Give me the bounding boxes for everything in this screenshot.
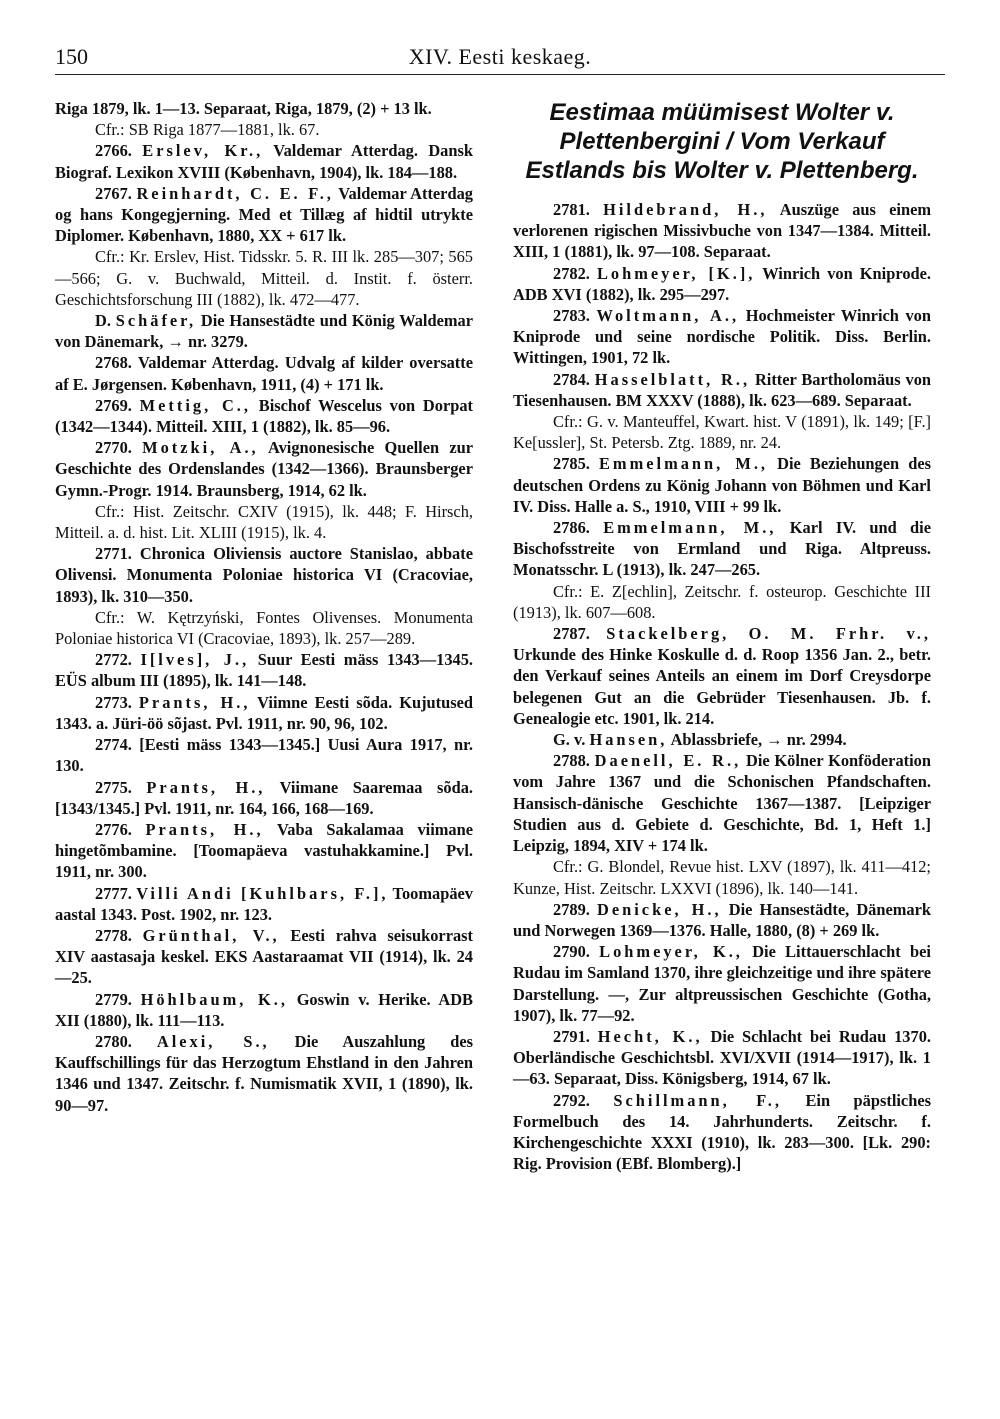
entry-author: Prants, H., [145, 819, 264, 839]
entry-author: Prants, H., [146, 777, 266, 797]
entry-text: Ein päpstliches Formelbuch des 14. Jahrhunderts. Zeitschr. f. Kirchengeschichte XXXI (1910), lk. 283—300. [Lk. 290: Rig. Provision (EBf. Blomberg).] [513, 1090, 931, 1174]
bibliography-entry [55, 183, 473, 247]
entry-number: 2792. [553, 1090, 590, 1110]
section-title: Eestimaa müümisest Wolter v. Plettenbergini / Vom Verkauf Estlands bis Wolter v. Plettenberg. [525, 99, 919, 184]
entry-text: Karl IV. und die Bischofsstreite von Ermland und Riga. Altpreuss. Monatsschr. L (1913), lk. 247—265. [513, 518, 931, 580]
entry-text: Winrich von Kniprode. ADB XVI (1882), lk. 295—297. [513, 263, 932, 304]
cfr-note [513, 856, 931, 898]
entry-author: Lohmeyer, [K.], [596, 263, 756, 283]
bibliography-entry [513, 623, 931, 729]
entry-number: 2782. [553, 263, 590, 283]
entry-number: 2767. [95, 183, 132, 203]
entry-number: 2786. [553, 518, 590, 538]
entry-text: Valdemar Atterdag. Udvalg af kilder oversatte af E. Jørgensen. København, 1911, (4) + 171 lk. [55, 353, 473, 394]
entry-number: 2768. [95, 353, 132, 373]
bibliography-entry [55, 1031, 473, 1116]
entry-author: Hecht, K., [597, 1026, 703, 1046]
entry-number: D. [95, 311, 111, 331]
bibliography-entry [513, 199, 931, 263]
entry-author: I[lves], J., [140, 650, 250, 670]
bibliography-entry [513, 1090, 931, 1175]
entry-number: 2787. [553, 624, 590, 644]
running-title: XIV. Eesti keskaeg. [408, 44, 592, 69]
bibliography-entry [55, 352, 473, 394]
entry-text: Eesti rahva seisukorrast XIV aastasaja keskel. EKS Aastaraamat VII (1914), lk. 24—25. [55, 925, 473, 988]
entry-author: Alexi, S., [156, 1031, 270, 1051]
entry-author: Emmelmann, M., [599, 454, 769, 474]
cfr-note [55, 119, 473, 140]
entry-text: Die Schlacht bei Rudau 1370. Oberländische Geschichtsbl. XVI/XVII (1914—1917), lk. 1—63. Separaat, Diss. Königsberg, 1914, 67 lk. [513, 1026, 931, 1089]
entry-author: Daenell, E. R., [594, 751, 742, 771]
entry-number: 2781. [553, 200, 590, 219]
bibliography-entry [513, 729, 931, 750]
entry-text: Die Hansestädte, Dänemark und Norwegen 1369—1376. Halle, 1880, (8) + 269 lk. [513, 899, 931, 940]
entry-number: 2776. [95, 819, 132, 839]
bibliography-entry [513, 369, 931, 411]
entry-number: 2788. [553, 751, 590, 771]
entry-text: Vaba Sakalamaa viimane hingetõmbamine. [Toomapäeva vastuhakkamine.] Pvl. 1911, nr. 300. [55, 819, 473, 882]
entry-number: 2785. [553, 454, 590, 474]
cfr-text: Cfr.: E. Z[echlin], Zeitschr. f. osteurop. Geschichte III (1913), lk. 607—608. [513, 581, 931, 622]
entry-author: Höhlbaum, K., [140, 989, 288, 1009]
bibliography-entry [55, 543, 473, 607]
bibliography-entry [55, 925, 473, 989]
entry-text: Avignonesische Quellen zur Geschichte des Ordenslandes (1342—1366). Braunsberger Gymn.-Progr. 1914. Braunsberg, 1914, 62 lk. [55, 438, 473, 500]
entry-author: Stackelberg, O. M. Frhr. v., [606, 624, 931, 644]
bibliography-entry [55, 989, 473, 1031]
cfr-note [55, 607, 473, 649]
bibliography-entry [513, 899, 931, 941]
entry-number: 2791. [553, 1026, 590, 1046]
entry-author: Motzki, A., [142, 438, 259, 458]
cfr-text: Cfr.: Hist. Zeitschr. CXIV (1915), lk. 448; F. Hirsch, Mitteil. a. d. hist. Lit. XLIII (1915), lk. 4. [55, 501, 473, 543]
entry-text: Die Auszahlung des Kauffschillings für das Herzogtum Ehstland in den Jahren 1346 und 1347. Zeitschr. f. Numismatik XVII, 1 (1890), lk. 90—97. [55, 1031, 473, 1115]
entry-author: Hasselblatt, R., [594, 369, 751, 389]
entry-author: Emmelmann, M., [603, 518, 777, 538]
entry-text: Goswin v. Herike. ADB XII (1880), lk. 111—113. [55, 989, 473, 1030]
entry-number: 2779. [95, 989, 132, 1009]
right-column-entries [513, 199, 931, 1174]
entry-text: Suur Eesti mäss 1343—1345. EÜS album III (1895), lk. 141—148. [55, 650, 473, 691]
entry-author: Villi Andi [Kuhlbars, F.], [136, 883, 389, 903]
entry-text: Hochmeister Winrich von Kniprode und seine nordische Politik. Diss. Berlin. Wittingen, 1901, 72 lk. [513, 306, 931, 368]
entry-number: 2773. [95, 692, 132, 712]
page-header [55, 38, 945, 75]
entry-continuation [55, 98, 473, 119]
entry-text: Riga 1879, lk. 1—13. Separaat, Riga, 1879, (2) + 13 lk. [55, 99, 432, 118]
entry-number: 2772. [95, 650, 132, 670]
entry-author: Mettig, C., [139, 395, 251, 415]
bibliography-entry [55, 140, 473, 182]
cfr-text: Cfr.: W. Kętrzyński, Fontes Olivenses. Monumenta Poloniae historica VI (Cracoviae, 1893), lk. 257—289. [55, 607, 473, 649]
entry-author: Erslev, Kr., [142, 141, 264, 161]
entry-text: Die Hansestädte und König Waldemar von Dänemark, → nr. 3279. [55, 311, 473, 352]
entry-author: Hansen, [589, 730, 668, 750]
entry-author: Prants, H., [138, 692, 251, 712]
cfr-note [55, 246, 473, 310]
entry-author: Denicke, H., [597, 899, 722, 919]
right-column [513, 98, 931, 1174]
left-column [55, 98, 473, 1116]
entry-text: Die Littauerschlacht bei Rudau im Samland 1370, ihre gleichzeitige und ihre spätere Darstellung. —, Zur altpreussischen Geschichte (Gotha, 1907), lk. 77—92. [513, 942, 931, 1025]
entry-author: Hildebrand, H., [603, 200, 768, 219]
entry-text: Toomapäev aastal 1343. Post. 1902, nr. 123. [55, 883, 473, 924]
bibliography-entry [55, 819, 473, 883]
entry-text: Valdemar Atterdag. Dansk Biograf. Lexikon XVIII (København, 1904), lk. 184—188. [55, 141, 473, 182]
bibliography-entry [513, 305, 931, 369]
entry-text: Ablassbriefe, → nr. 2994. [670, 730, 847, 750]
entry-text: Die Beziehungen des deutschen Ordens zu König Johann von Böhmen und Karl IV. Diss. Halle a. S., 1910, VIII + 99 lk. [513, 454, 931, 516]
entry-number: 2775. [95, 777, 132, 797]
bibliography-entry [513, 453, 931, 517]
entry-author: Lohmeyer, K., [599, 942, 743, 962]
entry-number: 2774. [95, 735, 132, 755]
bibliography-entry [513, 941, 931, 1026]
entry-text: Viimne Eesti sõda. Kujutused 1343. a. Jüri-öö sõjast. Pvl. 1911, nr. 90, 96, 102. [55, 692, 473, 733]
cfr-note [513, 411, 931, 453]
entry-author: Schillmann, F., [613, 1090, 782, 1110]
entry-text: Urkunde des Hinke Koskulle d. d. Roop 1356 Jan. 2., betr. den Verkauf seines Anteils an einem im Dorf Creysdorpe belegenen Gut an die Gebrüder Tiesenhausen. Jb. f. Genealogie etc. 1901, lk. 214. [513, 645, 931, 728]
bibliography-entry [513, 750, 931, 856]
entry-number: G. v. [553, 730, 586, 750]
bibliography-entry [55, 395, 473, 437]
page-number: 150 [55, 44, 88, 69]
bibliography-entry [55, 777, 473, 819]
entry-text: Chronica Oliviensis auctore Stanislao, abbate Olivensi. Monumenta Poloniae historica VI (Cracoviae, 1893), lk. 310—350. [55, 544, 473, 606]
entry-author: Schäfer, [115, 311, 197, 331]
entry-number: 2770. [95, 438, 132, 458]
bibliography-entry [55, 734, 473, 776]
cfr-text: Cfr.: SB Riga 1877—1881, lk. 67. [95, 120, 320, 140]
entry-number: 2789. [553, 899, 590, 919]
cfr-note [55, 501, 473, 543]
entry-number: 2771. [95, 544, 132, 564]
entry-number: 2780. [95, 1031, 132, 1051]
entry-number: 2778. [95, 925, 132, 945]
entry-author: Reinhardt, C. E. F., [136, 183, 334, 203]
bibliography-entry [513, 1026, 931, 1090]
entry-text: Bischof Wescelus von Dorpat (1342—1344). Mitteil. XIII, 1 (1882), lk. 85—96. [55, 395, 473, 437]
bibliography-entry [55, 649, 473, 691]
entry-text: Viimane Saaremaa sõda. [1343/1345.] Pvl. 1911, nr. 164, 166, 168—169. [55, 777, 473, 818]
entry-number: 2790. [553, 942, 590, 962]
entry-text: Auszüge aus einem verlorenen rigischen Missivbuche von 1347—1384. Mitteil. XIII, 1 (1881), lk. 97—108. Separaat. [513, 200, 931, 262]
bibliography-entry [513, 263, 931, 305]
entry-text: Ritter Bartholomäus von Tiesenhausen. BM XXXV (1888), lk. 623—689. Separaat. [513, 369, 932, 410]
entry-number: 2766. [95, 141, 132, 161]
entry-number: 2769. [95, 395, 132, 415]
bibliography-entry [55, 310, 473, 352]
cfr-text: Cfr.: Kr. Erslev, Hist. Tidsskr. 5. R. III lk. 285—307; 565—566; G. v. Buchwald, Mitteil. d. Instit. f. österr. Geschichtsforschung III (1882), lk. 472—477. [55, 247, 473, 309]
entry-number: 2777. [95, 883, 132, 903]
bibliography-entry [55, 883, 473, 925]
entry-text: Die Kölner Konföderation vom Jahre 1367 und die Schonischen Pfandschaften. Hansisch-dänische Geschichte 1367—1387. [Leipziger Studien aus d. Gebiete d. Geschichte, Bd. 1, Heft 1.] Leipzig, 1894, XIV + 174 lk. [513, 751, 931, 856]
entry-text: Valdemar Atterdag og hans Kongegjerning. Med et Tillæg af hidtil utrykte Diplomer. København, 1880, XX + 617 lk. [55, 183, 473, 246]
entry-number: 2784. [553, 369, 590, 389]
bibliography-entry [513, 517, 931, 581]
entry-text: [Eesti mäss 1343—1345.] Uusi Aura 1917, nr. 130. [55, 735, 473, 776]
entry-number: 2783. [553, 306, 590, 326]
cfr-text: Cfr.: G. v. Manteuffel, Kwart. hist. V (1891), lk. 149; [F.] Ke[ussler], St. Petersb. Ztg. 1889, nr. 24. [513, 412, 931, 453]
entry-author: Grünthal, V., [142, 925, 280, 945]
cfr-note [513, 581, 931, 623]
bibliography-entry [55, 437, 473, 501]
cfr-text: Cfr.: G. Blondel, Revue hist. LXV (1897), lk. 411—412; Kunze, Hist. Zeitschr. LXXVI (1896), lk. 140—141. [513, 857, 931, 898]
entry-author: Woltmann, A., [596, 306, 740, 326]
bibliography-entry [55, 692, 473, 734]
